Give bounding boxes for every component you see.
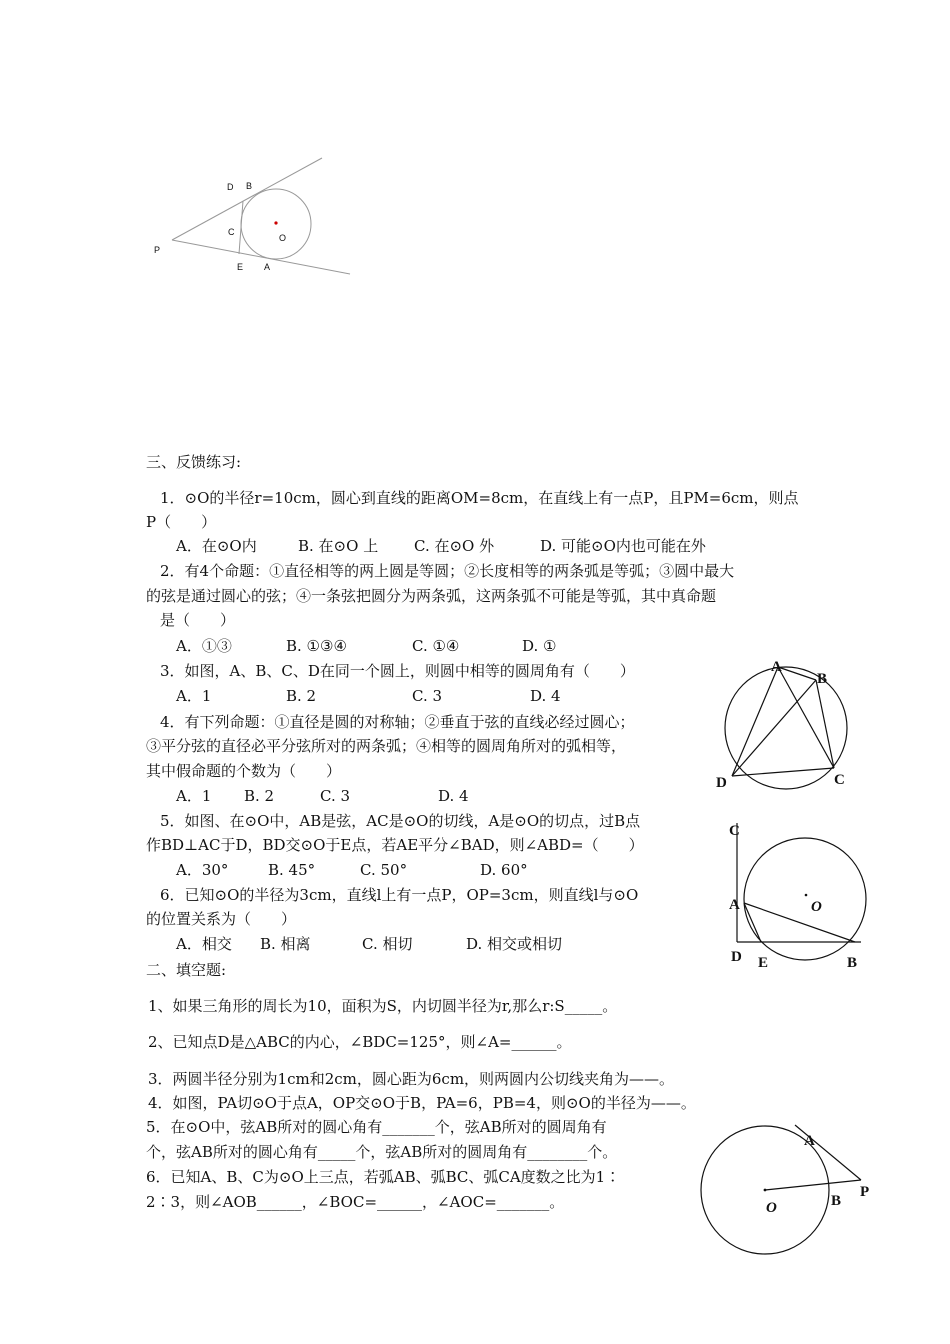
fill-blank-6-line-1: 6．已知A、B、C为⊙O上三点，若弧AB、弧BC、弧CA度数之比为1∶ (146, 1168, 621, 1186)
label-a: A (729, 897, 740, 913)
option-b: B. 相离 (260, 935, 311, 953)
option-d: D. 4 (438, 787, 469, 805)
option-c: C. 相切 (362, 935, 413, 953)
question-5-options (176, 860, 528, 880)
fill-blank-6-line-2: 2∶3，则∠AOB______，∠BOC=______，∠AOC=_______。 (146, 1193, 565, 1211)
center-point-o (274, 221, 277, 224)
label-a: A (264, 262, 271, 272)
label-p: P (154, 245, 161, 255)
question-6-options (176, 934, 562, 954)
option-d: D. ① (522, 637, 557, 655)
fill-blank-5-line-1: 5．在⊙O中，弦AB所对的圆心角有_______个，弦AB所对的圆周角有 (146, 1118, 607, 1136)
option-b: B. 2 (286, 687, 317, 705)
chord-ab (744, 903, 855, 942)
chord-dc (732, 768, 834, 776)
figure-tangent-perpendicular (725, 815, 875, 975)
fill-blank-5-line-2: 个，弦AB所对的圆心角有_____个，弦AB所对的圆周角有________个。 (146, 1143, 618, 1161)
option-d: D. 相交或相切 (466, 935, 563, 953)
option-b: B. ①③④ (286, 637, 347, 655)
option-d: D. 可能⊙O内也可能在外 (540, 537, 706, 555)
figure-cyclic-quadrilateral (708, 655, 868, 795)
question-4-line-1: 4．有下列命题：①直径是圆的对称轴；②垂直于弦的直线必经过圆心； (160, 713, 635, 731)
label-c: C (729, 823, 740, 839)
label-d: D (731, 949, 742, 965)
label-c: C (228, 227, 235, 237)
section-title-feedback: 三、反馈练习: (146, 453, 242, 471)
option-a: A．1 (176, 687, 212, 705)
question-5-line-2: 作BD⊥AC于D，BD交⊙O于E点，若AE平分∠BAD，则∠ABD=（ ） (146, 836, 644, 854)
chord-ae (744, 903, 761, 942)
question-2-line-2: 的弦是通过圆心的弦；④一条弦把圆分为两条弧，这两条弧不可能是等弧，其中真命题 (146, 587, 717, 605)
label-a: A (804, 1133, 815, 1149)
chord-bd (732, 680, 816, 776)
section-title-fill-blank: 二、填空题: (146, 961, 227, 979)
chord-ad (732, 667, 778, 776)
option-a: A．30° (176, 861, 229, 879)
fill-blank-2: 2、已知点D是△ABC的内心，∠BDC=125°，则∠A=______。 (148, 1033, 572, 1051)
question-3-options (176, 686, 561, 706)
option-d: D. 4 (530, 687, 561, 705)
label-a: A (771, 659, 782, 675)
figure-tangent-pa (695, 1115, 885, 1260)
option-c: C. 3 (320, 787, 351, 805)
chord-bc (816, 680, 834, 768)
figure-tangents-from-p (140, 150, 360, 290)
label-o: O (766, 1200, 777, 1216)
option-b: B. 在⊙O 上 (298, 537, 379, 555)
option-c: C. 在⊙O 外 (414, 537, 495, 555)
tangent-line-lower (172, 240, 350, 274)
tangent-line-upper (172, 158, 322, 240)
fill-blank-4: 4．如图，PA切⊙O于点A，OP交⊙O于B，PA=6，PB=4，则⊙O的半径为——。 (148, 1094, 696, 1112)
question-6-line-1: 6．已知⊙O的半径为3cm，直线l上有一点P，OP=3cm，则直线l与⊙O (160, 886, 639, 904)
question-4-options (176, 786, 469, 806)
option-c: C. 3 (412, 687, 443, 705)
question-1-options (176, 536, 706, 556)
center-point-o (805, 894, 808, 897)
question-4-line-3: 其中假命题的个数为（ ） (146, 762, 342, 780)
question-6-line-2: 的位置关系为（ ） (146, 910, 297, 928)
label-b: B (831, 1193, 842, 1209)
label-b: B (847, 955, 858, 971)
question-5-line-1: 5．如图、在⊙O中，AB是弦，AC是⊙O的切线，A是⊙O的切点，过B点 (160, 812, 641, 830)
option-c: C. ①④ (412, 637, 460, 655)
label-e: E (237, 262, 244, 272)
circle (725, 667, 847, 789)
center-point-o (764, 1189, 767, 1192)
option-d: D. 60° (480, 861, 528, 879)
label-o: O (811, 899, 822, 915)
segment-op (765, 1180, 861, 1190)
question-2-line-3: 是（ ） (160, 611, 236, 629)
label-p: P (860, 1184, 870, 1200)
label-c: C (834, 772, 845, 788)
option-b: B. 45° (268, 861, 316, 879)
option-a: A．①③ (176, 637, 232, 655)
question-4-line-2: ③平分弦的直径必平分弦所对的两条弧；④相等的圆周角所对的弧相等， (146, 737, 627, 755)
option-c: C. 50° (360, 861, 408, 879)
label-e: E (758, 955, 769, 971)
option-a: A．在⊙O内 (176, 537, 257, 555)
option-a: A．相交 (176, 935, 232, 953)
label-b: B (817, 671, 828, 687)
label-o: O (279, 233, 287, 243)
label-d: D (227, 182, 234, 192)
label-d: D (716, 775, 727, 791)
question-2-line-1: 2．有4个命题：①直径相等的两上圆是等圆；②长度相等的两条弧是等弧；③圆中最大 (160, 562, 735, 580)
question-1-line-1: 1．⊙O的半径r=10cm，圆心到直线的距离OM=8cm，在直线上有一点P，且PM=6cm，则点 (160, 489, 799, 507)
option-b: B. 2 (244, 787, 275, 805)
fill-blank-1: 1、如果三角形的周长为10，面积为S，内切圆半径为r,那么r:S_____。 (148, 997, 618, 1015)
question-2-options (176, 636, 556, 656)
fill-blank-3: 3．两圆半径分别为1cm和2cm，圆心距为6cm，则两圆内公切线夹角为——。 (148, 1070, 675, 1088)
question-3-line-1: 3．如图，A、B、C、D在同一个圆上，则圆中相等的圆周角有（ ） (160, 662, 635, 680)
question-1-line-2: P（ ） (146, 513, 217, 531)
label-b: B (246, 181, 253, 191)
option-a: A．1 (176, 787, 212, 805)
